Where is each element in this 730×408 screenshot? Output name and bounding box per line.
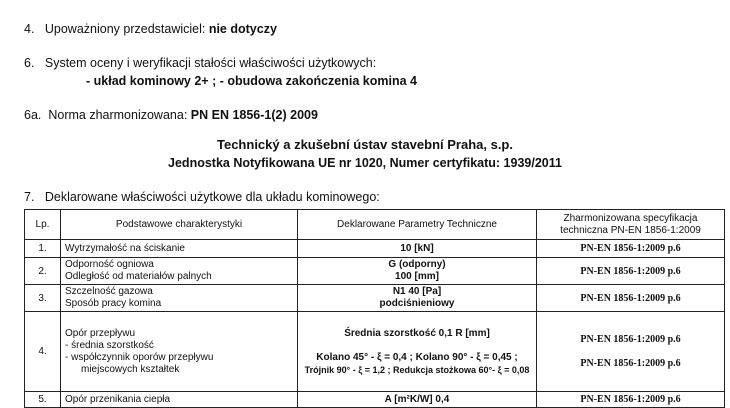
item-7 <box>24 190 380 204</box>
item-6a-prefix: 6a. <box>24 108 42 122</box>
item-6-system-a-value: 2+ ; <box>194 74 217 88</box>
row-lp: 5. <box>25 392 61 408</box>
item-6-system-b-label: - obudowa zakończenia komina <box>216 74 411 88</box>
row-characteristic <box>61 258 298 285</box>
table-row <box>25 285 725 312</box>
item-7-label: Deklarowane właściwości użytkowe dla układu kominowego: <box>44 190 380 204</box>
item-4-label: Upoważniony przedstawiciel: <box>44 22 209 36</box>
item-6-system-b-value: 4 <box>410 74 417 88</box>
row-parameter-line: Trójnik 90° - ξ = 1,2 ; Redukcja stożkowa 60°- ξ = 0,08 <box>304 364 530 375</box>
row-norm-line <box>541 346 720 358</box>
row-norm: PN-EN 1856-1:2009 p.6 <box>537 285 725 312</box>
row-characteristic-line: Odporność ogniowa <box>65 259 154 270</box>
row-norm: PN-EN 1856-1:2009 p.6 <box>537 240 725 258</box>
row-characteristic-line: Opór przepływu <box>65 327 136 339</box>
row-parameter <box>298 258 537 285</box>
row-norm: PN-EN 1856-1:2009 p.6 <box>537 258 725 285</box>
table-row <box>25 240 725 258</box>
header-norm-line2: techniczna PN-EN 1856-1:2009 <box>560 224 701 236</box>
table-header-row <box>25 210 725 240</box>
row-parameter <box>298 285 537 312</box>
row-parameter <box>298 312 537 392</box>
row-parameter-line <box>302 340 532 352</box>
item-6-details <box>86 74 417 88</box>
item-6 <box>24 56 376 70</box>
row-characteristic: Opór przenikania ciepła <box>61 392 298 408</box>
item-6a <box>24 108 318 122</box>
row-parameter-line: G (odporny) <box>388 259 446 270</box>
row-norm: PN-EN 1856-1:2009 p.6 <box>537 392 725 408</box>
item-7-prefix: 7. <box>24 190 35 204</box>
row-parameter: A [m²K/W] 0,4 <box>298 392 537 408</box>
row-norm-line: PN-EN 1856-1:2009 p.6 <box>580 333 681 345</box>
row-characteristic <box>61 285 298 312</box>
header-norm <box>537 210 725 240</box>
row-characteristic-line: - współczynnik oporów przepływu <box>65 351 214 363</box>
table-row <box>25 312 725 392</box>
row-characteristic-line: Sposób pracy komina <box>65 298 162 309</box>
item-6a-value: PN EN 1856-1(2) 2009 <box>190 108 318 122</box>
row-parameter-line: 100 [mm] <box>395 271 439 282</box>
properties-table <box>24 209 725 408</box>
row-characteristic-line: - średnia szorstkość <box>65 339 154 351</box>
row-parameter: 10 [kN] <box>298 240 537 258</box>
row-parameter-line: Kolano 45° - ξ = 0,4 ; Kolano 90° - ξ = 0,45 ; <box>316 351 518 363</box>
institute-name: Technický a zkušební ústav stavební Praha, s.p. <box>217 137 513 152</box>
row-characteristic-line: miejscowych kształtek <box>81 363 180 375</box>
row-characteristic-line: Odległość od materiałów palnych <box>65 271 212 282</box>
row-characteristic-line: Szczelność gazowa <box>65 286 153 297</box>
notified-body: Jednostka Notyfikowana UE nr 1020, Numer certyfikatu: 1939/2011 <box>168 156 562 170</box>
row-parameter-line: podciśnieniowy <box>379 298 455 309</box>
row-parameter-line: N1 40 [Pa] <box>392 286 442 297</box>
item-6-label: System oceny i weryfikacji stałości właściwości użytkowych: <box>44 56 377 70</box>
table-row <box>25 258 725 285</box>
row-lp: 4. <box>25 312 61 392</box>
row-characteristic: Wytrzymałość na ściskanie <box>61 240 298 258</box>
header-norm-line1: Zharmonizowana specyfikacja <box>563 212 698 224</box>
row-lp: 3. <box>25 285 61 312</box>
row-norm-line: PN-EN 1856-1:2009 p.6 <box>580 357 681 369</box>
header-parameters: Deklarowane Parametry Techniczne <box>298 210 537 240</box>
row-lp: 2. <box>25 258 61 285</box>
item-6-system-a-label: - układ kominowy <box>86 74 195 88</box>
item-4-value: nie dotyczy <box>208 22 277 36</box>
item-4 <box>24 22 277 36</box>
header-lp: Lp. <box>25 210 61 240</box>
row-parameter-line: Średnia szorstkość 0,1 R [mm] <box>344 327 490 339</box>
item-4-prefix: 4. <box>24 22 35 36</box>
item-6-prefix: 6. <box>24 56 35 70</box>
row-characteristic <box>61 312 298 392</box>
row-lp: 1. <box>25 240 61 258</box>
header-characteristics: Podstawowe charakterystyki <box>61 210 298 240</box>
item-6a-label: Norma zharmonizowana: <box>48 108 191 122</box>
row-norm <box>537 312 725 392</box>
